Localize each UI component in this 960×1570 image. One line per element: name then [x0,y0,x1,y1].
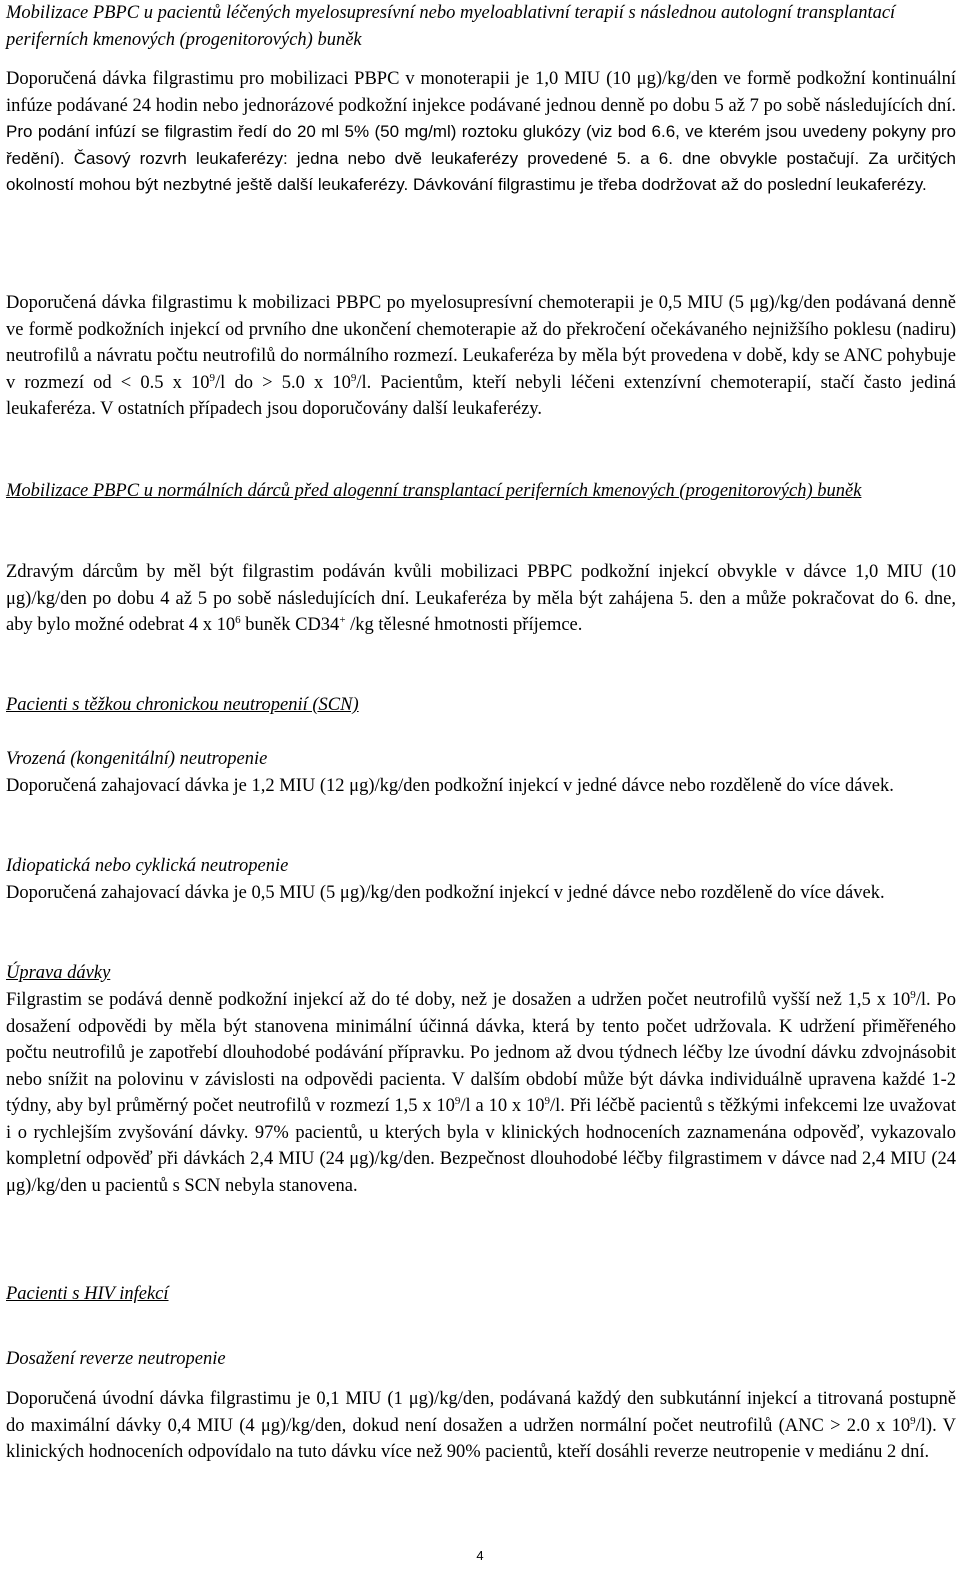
superscript: 6 [235,613,241,626]
superscript: 9 [544,1094,551,1107]
text-run: /l). V klinických hodnoceních odpovídalo na tuto dávku více než 90% pacientů, kteří dosáhli reverze neutropenie v mediánu 2 dní. [6,1415,957,1462]
paragraph-idiopathic-dose: Doporučená zahajovací dávka je 0,5 MIU (5 μg)/kg/den podkožní injekcí v jedné dávce nebo rozděleně do více dávek. [6,883,885,903]
section-heading-scn: Pacienti s těžkou chronickou neutropenií (SCN) [6,695,359,715]
paragraph-hiv-dose [6,1386,956,1466]
text-run: /l a 10 x 10 [460,1096,545,1116]
paragraph-pbpc-chemotherapy [6,290,956,423]
paragraph-serif-part: Doporučená dávka filgrastimu pro mobilizaci PBPC v monoterapii je 1,0 MIU (10 μg)/kg/den ve formě podkožní kontinuální infúze podávané 24 hodin nebo jednorázové podkožní injekce podávané jednou denně po dobu 5 až 7 po sobě následujících dní. [6,69,956,116]
superscript: 9 [910,1414,916,1427]
text-run: buněk CD34 [240,615,340,635]
text-run: /l. Pacientům, kteří nebyli léčeni extenzívní chemoterapií, stačí často jediná leukaferéza. V ostatních případech jsou doporučovány další leukaferézy. [6,372,956,419]
subheading-dose-adjustment: Úprava dávky [6,963,111,983]
subheading-congenital: Vrozená (kongenitální) neutropenie [6,749,268,769]
subheading-idiopathic: Idiopatická nebo cyklická neutropenie [6,856,289,876]
superscript: 9 [454,1094,461,1107]
page-number: 4 [476,1548,484,1563]
text-run: Filgrastim se podává denně podkožní injekcí až do té doby, než je dosažen a udržen počet neutrofilů vyšší než 1,5 x 10 [6,990,911,1010]
superscript: + [339,613,346,626]
text-run: /l do > 5.0 x 10 [215,372,351,393]
text-run: Zdravým dárcům by měl být filgrastim podáván kvůli mobilizaci PBPC podkožní injekcí obvykle v dávce 1,0 MIU (10 μg)/kg/den po dobu 4 až 5 po sobě následujících dní. Leukaferéza by měla být zahájena 5. den a může pokračovat do 6. dne, aby bylo možné odebrat 4 x 10 [6,562,956,635]
text-run: /l. Při léčbě pacientů s těžkými infekcemi lze uvažovat i o rychlejším zvyšování dávky. 97% pacientů, u kterých byla v klinických hodnoceních zaznamenána odpověď, vykazovalo kompletní odpověď při dávkách 2,4 MIU (24 μg)/kg/den. Bezpečnost dlouhodobé léčby filgrastimem v dávce nad 2,4 MIU (24 μg)/kg/den u pacientů s SCN nebyla stanovena. [6,1096,956,1196]
section-heading-allogeneic: Mobilizace PBPC u normálních dárců před alogenní transplantací periferních kmenových (progenitorových) buněk [6,481,862,501]
paragraph-dose-adjustment [6,987,956,1199]
superscript: 9 [910,988,916,1001]
superscript: 9 [350,371,357,384]
paragraph-pbpc-monotherapy [6,66,956,199]
text-run: Doporučená dávka filgrastimu k mobilizaci PBPC po myelosupresívní chemoterapii je 0,5 MIU (5 μg)/kg/den podávaná denně ve formě podkožních injekcí od prvního dne ukončení chemoterapie až do překročení očekávaného nejnižšího poklesu (nadiru) neutrofilů a návratu počtu neutrofilů do normálního rozmezí. Leukaferéza by měla být provedena v době, kdy se ANC pohybuje v rozmezí od < 0.5 x 10 [6,293,956,393]
superscript: 9 [209,371,216,384]
paragraph-healthy-donors [6,559,956,639]
paragraph-sans-part: Pro podání infúzí se filgrastim ředí do 20 ml 5% (50 mg/ml) roztoku glukózy (viz bod 6.6, ve kterém jsou uvedeny pokyny pro ředění). Časový rozvrh leukaferézy: jedna nebo dvě leukaferézy provedené 5. a 6. dne obvykle postačují. Za určitých okolností mohou být nezbytné ještě další leukaferézy. Dávkování filgrastimu je třeba dodržovat až do poslední leukaferézy. [6,122,956,194]
paragraph-congenital-dose: Doporučená zahajovací dávka je 1,2 MIU (12 μg)/kg/den podkožní injekcí v jedné dávce nebo rozděleně do více dávek. [6,776,894,796]
text-run: /kg tělesné hmotnosti příjemce. [345,615,583,635]
section-heading-hiv: Pacienti s HIV infekcí [6,1284,169,1304]
subheading-reversal: Dosažení reverze neutropenie [6,1349,226,1369]
text-run: /l. Po dosažení odpovědi by měla být stanovena minimální účinná dávka, která by tento počet udržovala. K udržení přiměřeného počtu neutrofilů je zapotřebí dlouhodobé podávání přípravku. Po jednom až dvou týdnech léčby lze úvodní dávku zdvojnásobit nebo snížit na polovinu v závislosti na odpovědi pacienta. V dalším období může být dávka individuálně upravena každé 1-2 týdny, aby byl průměrný počet neutrofilů v rozmezí 1,5 x 10 [6,990,956,1116]
section-heading-autologous: Mobilizace PBPC u pacientů léčených myelosupresívní nebo myeloablativní terapií s následnou autologní transplantací periferních kmenových (progenitorových) buněk [6,3,896,50]
text-run: Doporučená úvodní dávka filgrastimu je 0,1 MIU (1 μg)/kg/den, podávaná každý den subkutánní injekcí a titrovaná postupně do maximální dávky 0,4 MIU (4 μg)/kg/den, dokud není dosažen a udržen normální počet neutrofilů (ANC > 2.0 x 10 [6,1389,956,1436]
